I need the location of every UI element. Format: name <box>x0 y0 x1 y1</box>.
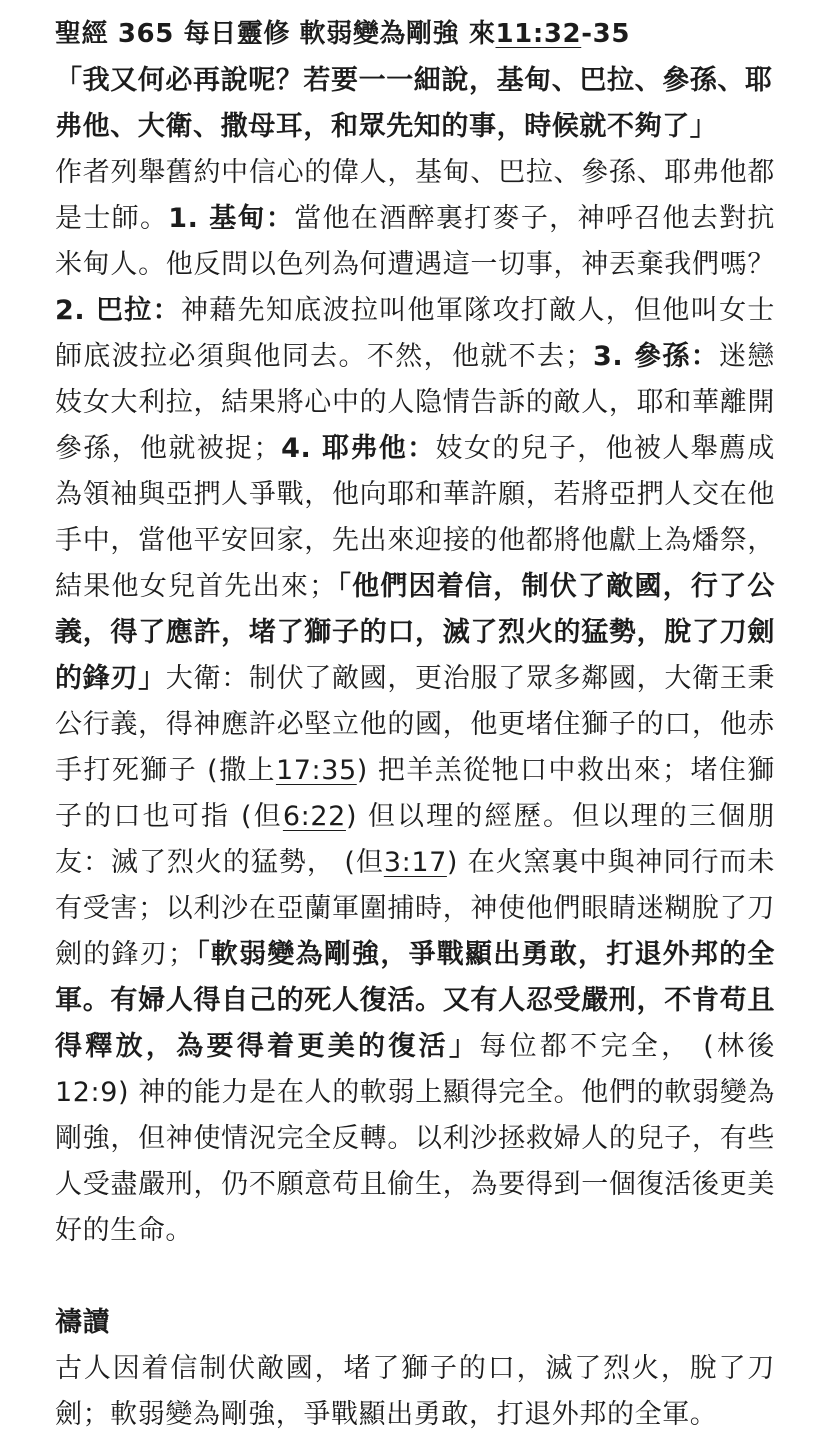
weakness-quote: 「軟弱變為剛強，爭戰顯出勇敢，打退外邦的全軍。有婦人得自己的死人復活。又有人忍受嚴刑，不肯苟且得釋放，為要得着更美的復活」 <box>55 939 775 1062</box>
devotion-body <box>55 150 775 1254</box>
samson-text: 迷戀妓女大利拉，結果將心中的人隐情告訴的敵人，耶和華離開參孫，他就被捉； <box>55 341 776 464</box>
intro-text: 作者列舉舊約中信心的偉人，基甸、巴拉、參孫、耶弗他都是士師。 <box>55 157 775 234</box>
heading-samson: 3. 參孫： <box>592 341 720 372</box>
scripture-link-1sam[interactable]: 17:35 <box>275 755 357 786</box>
title-scripture-link[interactable]: 11:32 <box>495 19 582 49</box>
scripture-link-dan-3[interactable]: 3:17 <box>383 847 447 878</box>
prayer-heading: 禱讀 <box>55 1307 111 1338</box>
david-text: 大衛：制伏了敵國，更治服了眾多鄰國，大衛王秉公行義，得神應許必堅立他的國，他更堵住獅子的口，他赤手打死獅子 (撒上 <box>55 663 776 786</box>
lion-text: ) 把羊羔從牠口中救出來；堵住獅子的口也可指 (但 <box>55 755 775 832</box>
scripture-link-dan-6[interactable]: 6:22 <box>282 801 346 832</box>
title-prefix: 聖經 365 每日靈修 軟弱變為剛強 來 <box>55 19 496 49</box>
heading-gideon: 1. 基甸： <box>168 203 295 234</box>
conclusion-text: 每位都不完全， (林後 12:9) 神的能力是在人的軟弱上顯得完全。他們的軟弱變為剛強，但神使情況完全反轉。以利沙拯救婦人的兒子，有些人受盡嚴刑，仍不願意苟且偷生，為要得到一個復活後更美好的生命。 <box>55 1031 775 1246</box>
daniel-text: ) 但以理的經歷。但以理的三個朋友：滅了烈火的猛勢， (但 <box>55 801 775 878</box>
gideon-text: 當他在酒醉裏打麥子，神呼召他去對抗米甸人。他反問以色列為何遭遇這一切事，神丟棄我們嗎？ <box>55 203 775 280</box>
prayer-text: 古人因着信制伏敵國，堵了獅子的口，滅了烈火，脫了刀劍；軟弱變為剛強，爭戰顯出勇敢，打退外邦的全軍。 <box>55 1353 775 1430</box>
devotion-title <box>55 12 775 56</box>
devotion-page <box>55 12 775 1438</box>
heading-jephthah: 4. 耶弗他： <box>281 433 436 464</box>
elisha-text: ) 在火窯裏中與神同行而未有受害；以利沙在亞蘭軍圍捕時，神使他們眼睛迷糊脫了刀劍的鋒刃； <box>55 847 775 970</box>
faith-quote: 「他們因着信，制伏了敵國，行了公義，得了應許，堵了獅子的口，滅了烈火的猛勢，脫了刀劍的鋒刃」 <box>55 571 776 694</box>
title-suffix: -35 <box>581 19 631 49</box>
barak-text: 神藉先知底波拉叫他軍隊攻打敵人，但他叫女士師底波拉必須與他同去。不然，他就不去； <box>55 295 775 372</box>
heading-barak: 2. 巴拉： <box>55 295 181 326</box>
key-verse-quote: 「我又何必再說呢？若要一一細說，基甸、巴拉、參孫、耶弗他、大衛、撒母耳，和眾先知的事，時候就不夠了」 <box>55 65 773 142</box>
jephthah-text: 妓女的兒子，他被人舉薦成為領袖與亞捫人爭戰，他向耶和華許願，若將亞捫人交在他手中，當他平安回家，先出來迎接的他都將他獻上為燔祭，結果他女兒首先出來； <box>55 433 775 602</box>
